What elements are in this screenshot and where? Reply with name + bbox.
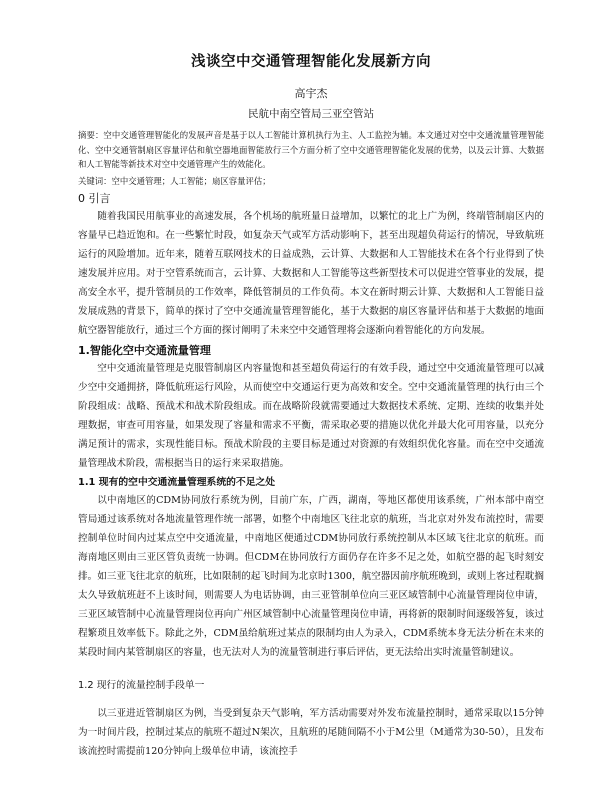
section-heading-1-2: 1.2 现行的流量控制手段单一 (78, 680, 205, 691)
paragraph-section-1: 空中交通流量管理是克服管制扇区内容量饱和甚至超负荷运行的有效手段，通过空中交通流量管理可以减少空中交通拥挤，降低航班运行风险，从而使空中交通运行更为高效和安全。空中交通流量管理的执行由三个阶段组成：战略、预战术和战术阶段组成。而在战略阶段就需要通过大数据技术系统、定期、连续的收集并处理数据，审查可用容量，如果发现了容量和需求不平衡，需采取必要的措施以优化并最大化可用容量，以充分满足预计的需求，实现性能目标。预战术阶段的主要目标是通过对资源的有效组织优化容量。而在空中交通流量管理战术阶段，需根据当日的运行来采取措施。 (78, 363, 544, 469)
paragraph-section-1-1: 以中南地区的CDM协同放行系统为例，目前广东，广西，湖南，等地区都使用该系统，广州本部中南空管局通过该系统对各地流量管理作统一部署，如整个中南地区飞往北京的航班，当北京对外发布流控时，需要控制单位时间内过某点空中交通流量，中南地区便通过CDM协同放行系统控制从本区域飞往北京的航班。而海南地区则由三亚区管负责统一协调。但CDM在协同放行方面仍存在许多不足之处，如航空器的起飞时刻安排。如三亚飞往北京的航班，比如限制的起飞时间为北京时1300，航空器因前序航班晚到，或则上客过程耽搁太久导致航班赶不上该时间，则需要人为电话协调，由三亚管制单位向三亚区域管制中心流量管理岗位申请，三亚区域管制中心流量管理岗位再向广州区域管制中心流量管理岗位申请，再将新的限制时间逐级答复，该过程繁琐且效率低下。除此之外，CDM虽给航班过某点的限制均由人为录入，CDM系统本身无法分析在未来的某段时间内某管制扇区的容量，也无法对人为的流量管制进行事后评估，更无法给出实时流量管制建议。 (78, 495, 544, 658)
paper-keywords: 关键词：空中交通管理；人工智能；扇区容量评估； (78, 175, 271, 186)
section-heading-intro: 0 引言 (78, 192, 111, 205)
paper-author: 高宇杰 (294, 87, 328, 100)
paper-affiliation: 民航中南空管局三亚空管站 (248, 108, 374, 120)
paragraph-section-1-2: 以三亚进近管制扇区为例，当受到复杂天气影响，军方活动需要对外发布流量控制时，通常采取以15分钟为一时间片段，控制过某点的航班不超过N架次，且航班的尾随间隔不小于M公里（M通常为30-50），且发布该流控时需提前120分钟向上级单位申请，该流控手 (78, 708, 544, 757)
section-heading-1-1: 1.1 现有的空中交通流量管理系统的不足之处 (78, 477, 276, 488)
section-heading-1: 1.智能化空中交通流量管理 (78, 344, 211, 357)
section-spacer (78, 662, 544, 676)
paper-title: 浅谈空中交通管理智能化发展新方向 (191, 54, 431, 70)
section-spacer (78, 694, 544, 704)
paper-abstract: 摘要：空中交通管理智能化的发展声音是基于以人工智能计算机执行为主、人工监控为辅。本文通过对空中交通流量管理智能化、空中交通管制扇区容量评估和航空器地面智能放行三个方面分析了空中交通管理智能化发展的优势，以及云计算、大数据和人工智能等新技术对空中交通管理产生的效能化。 (78, 130, 544, 169)
paragraph-intro: 随着我国民用航事业的高速发展，各个机场的航班量日益增加，以繁忙的北上广为例，终端管制扇区内的容量早已趋近饱和。在一些繁忙时段，如复杂天气或军方活动影响下，甚至出现超负荷运行的情况，导致航班运行的风险增加。近年来，随着互联网技术的日益成熟，云计算、大数据和人工智能技术在各个行业得到了快速发展并应用。对于空管系统而言，云计算、大数据和人工智能等这些新型技术可以促进空管事业的发展，提高安全水平，提升管制员的工作效率，降低管制员的工作负荷。本文在新时期云计算、大数据和人工智能日益发展成熟的背景下，简单的探讨了空中交通流量管理智能化，基于大数据的扇区容量评估和基于大数据的地面航空器智能放行，通过三个方面的探讨阐明了未来空中交通管理将会逐渐向着智能化的方向发展。 (78, 211, 544, 336)
